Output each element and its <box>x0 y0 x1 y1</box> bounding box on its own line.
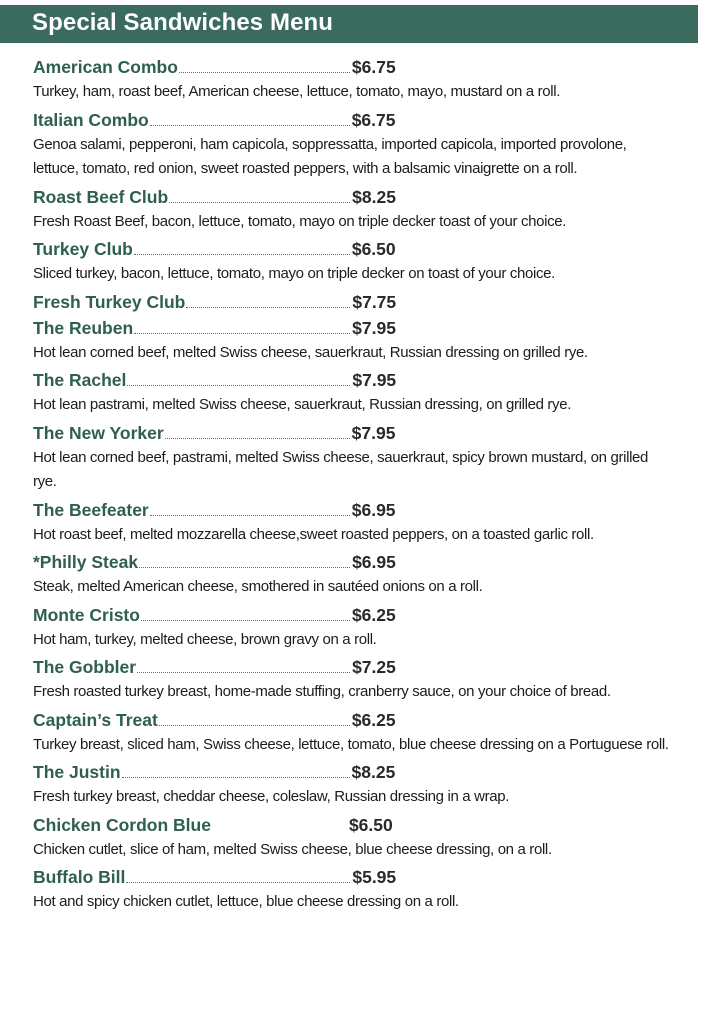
menu-item-price: $5.95 <box>352 867 397 887</box>
menu-item-name: Turkey Club <box>33 239 133 259</box>
menu-item-heading <box>33 549 673 575</box>
menu-item <box>33 497 673 548</box>
menu-item-price: $7.95 <box>351 422 396 443</box>
menu-item-heading <box>33 602 673 628</box>
menu-item-heading <box>33 54 673 80</box>
menu-item-name: Monte Cristo <box>33 604 140 625</box>
menu-item-heading <box>33 497 673 523</box>
menu-item-description: Hot roast beef, melted mozzarella cheese,sweet roasted peppers, on a toasted garlic roll. <box>33 525 594 543</box>
menu-item-price: $7.95 <box>352 317 396 338</box>
menu-item-description: Hot lean corned beef, pastrami, melted Swiss cheese, sauerkraut, spicy brown mustard, on grilled rye. <box>33 448 649 490</box>
menu-item <box>33 654 673 705</box>
menu-item-heading <box>33 812 673 838</box>
menu-item-name: Captain’s Treat <box>33 709 158 730</box>
menu-item-description: Fresh roasted turkey breast, home-made stuffing, cranberry sauce, on your choice of bread. <box>33 683 611 700</box>
menu-item <box>33 759 673 810</box>
menu-item-heading <box>33 315 673 341</box>
menu-item-price: $6.25 <box>351 604 396 625</box>
dotted-leader <box>122 777 350 778</box>
menu-item-name: The New Yorker <box>33 422 164 443</box>
menu-item-heading <box>33 654 673 680</box>
menu-item-heading <box>33 707 673 733</box>
menu-item-price: $8.25 <box>351 762 396 782</box>
dotted-leader <box>141 620 350 621</box>
menu-item-name: The Rachel <box>33 370 127 390</box>
dotted-leader <box>126 882 350 883</box>
dotted-leader <box>169 202 350 203</box>
menu-item-description: Turkey breast, sliced ham, Swiss cheese, lettuce, tomato, blue cheese dressing on a Portuguese roll. <box>33 735 669 753</box>
menu-item-name: Chicken Cordon Blue <box>33 814 211 835</box>
dotted-leader <box>165 438 350 439</box>
menu-item-name: Buffalo Bill <box>33 867 126 887</box>
menu-item-description: Hot lean corned beef, melted Swiss cheese, sauerkraut, Russian dressing on grilled rye. <box>33 343 588 361</box>
menu-item-price: $6.95 <box>352 552 396 572</box>
menu-item <box>33 707 673 758</box>
menu-item-price: $6.50 <box>348 814 393 835</box>
menu-item-name: The Reuben <box>33 317 134 338</box>
menu-item-list <box>33 54 673 917</box>
menu-item-description: Turkey, ham, roast beef, American cheese, lettuce, tomato, mayo, mustard on a roll. <box>33 83 561 100</box>
menu-item-heading <box>33 367 673 393</box>
menu-item-price: $7.75 <box>352 291 397 312</box>
menu-item-description: Hot lean pastrami, melted Swiss cheese, sauerkraut, Russian dressing, on grilled rye. <box>33 396 572 413</box>
menu-item-heading <box>33 107 673 133</box>
dotted-leader <box>127 385 350 386</box>
menu-item-description: Sliced turkey, bacon, lettuce, tomato, mayo on triple decker on toast of your choice. <box>33 265 555 282</box>
menu-item <box>33 864 673 915</box>
menu-item-description: Hot ham, turkey, melted cheese, brown gravy on a roll. <box>33 630 377 648</box>
menu-item <box>33 549 673 600</box>
menu-item-price: $6.50 <box>351 239 396 259</box>
menu-item-price: $6.95 <box>351 499 396 520</box>
menu-item-name: Italian Combo <box>33 109 149 130</box>
dotted-leader <box>150 515 350 516</box>
menu-header-banner <box>0 5 698 43</box>
menu-item <box>33 54 673 105</box>
dotted-leader <box>159 725 350 726</box>
menu-item <box>33 602 673 653</box>
menu-item-heading <box>33 236 673 262</box>
menu-item-heading <box>33 420 673 446</box>
menu-item-name: The Justin <box>33 762 121 782</box>
dotted-leader <box>137 672 350 673</box>
menu-item <box>33 315 673 366</box>
menu-item-description: Genoa salami, pepperoni, ham capicola, soppressatta, imported capicola, imported provolone, lettuce, tomato, red onion, sweet roasted peppers, with a balsamic vinaigrette on a roll. <box>33 135 627 177</box>
menu-item-name: American Combo <box>33 57 178 77</box>
menu-item <box>33 236 673 287</box>
menu-item-price: $6.75 <box>351 109 396 130</box>
menu-item-description: Steak, melted American cheese, smothered in sautéed onions on a roll. <box>33 578 483 595</box>
menu-item-name: *Philly Steak <box>33 552 139 572</box>
page-title: Special Sandwiches Menu <box>32 9 334 36</box>
menu-item-price: $8.25 <box>352 186 396 207</box>
menu-item-name: Fresh Turkey Club <box>33 291 186 312</box>
menu-item-heading <box>33 864 673 890</box>
menu-item-description: Hot and spicy chicken cutlet, lettuce, blue cheese dressing on a roll. <box>33 893 459 910</box>
dotted-leader <box>139 567 350 568</box>
menu-item-heading <box>33 289 673 315</box>
menu-item-heading <box>33 759 673 785</box>
dotted-leader <box>134 333 350 334</box>
menu-item-description: Fresh turkey breast, cheddar cheese, coleslaw, Russian dressing in a wrap. <box>33 788 510 805</box>
menu-item <box>33 812 673 863</box>
dotted-leader <box>134 254 350 255</box>
menu-item-name: The Beefeater <box>33 499 149 520</box>
menu-item-name: Roast Beef Club <box>33 186 169 207</box>
dotted-leader <box>179 72 350 73</box>
menu-item-price: $7.95 <box>352 370 397 390</box>
menu-item <box>33 107 673 182</box>
dotted-leader <box>150 125 350 126</box>
dotted-leader <box>186 307 350 308</box>
menu-item <box>33 289 673 315</box>
menu-item <box>33 420 673 495</box>
menu-item-description: Chicken cutlet, slice of ham, melted Swiss cheese, blue cheese dressing, on a roll. <box>33 840 552 858</box>
menu-item-name: The Gobbler <box>33 657 137 677</box>
menu-item <box>33 184 673 235</box>
menu-item-description: Fresh Roast Beef, bacon, lettuce, tomato, mayo on triple decker toast of your choice. <box>33 212 567 230</box>
menu-item <box>33 367 673 418</box>
menu-item-price: $7.25 <box>352 657 396 677</box>
menu-item-heading <box>33 184 673 210</box>
menu-item-price: $6.75 <box>351 57 396 77</box>
menu-item-price: $6.25 <box>351 709 396 730</box>
